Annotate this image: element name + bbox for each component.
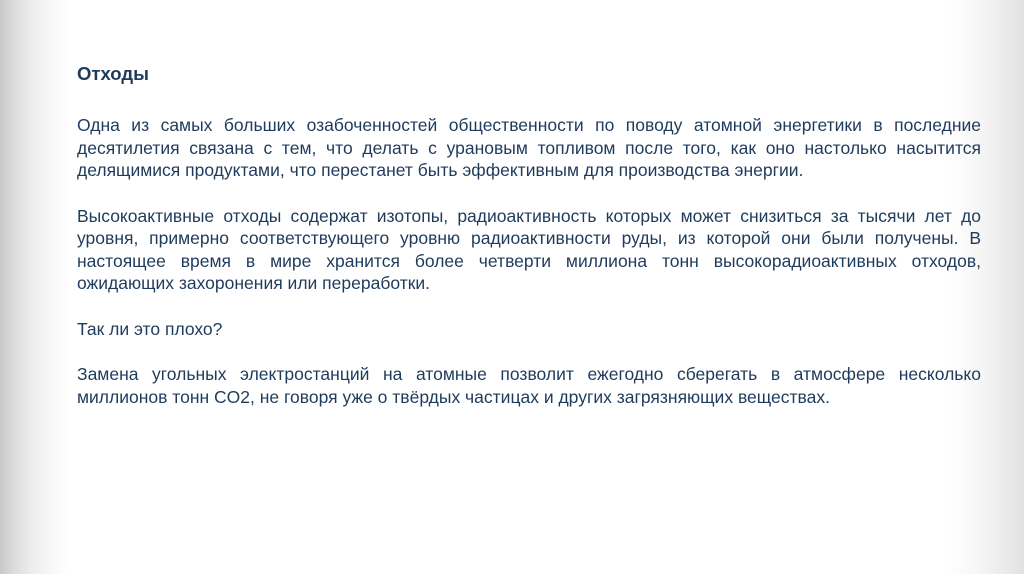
slide-content [77, 62, 981, 431]
slide-title: Отходы [77, 63, 149, 84]
paragraph-coal-replacement: Замена угольных электростанций на атомные позволит ежегодно сберегать в атмосфере несколько миллионов тонн CO2, не говоря уже о твёрдых частицах и других загрязняющих веществах. [77, 364, 981, 407]
paragraph-high-level-waste: Высокоактивные отходы содержат изотопы, радиоактивность которых может снизиться за тысячи лет до уровня, примерно соответствующего уровню радиоактивности руды, из которой они были получены. В настоящее время в мире хранится более четверти миллиона тонн высокорадиоактивных отходов, ожидающих захоронения или переработки. [77, 205, 981, 293]
paragraph-public-concern: Одна из самых больших озабоченностей общественности по поводу атомной энергетики в последние десятилетия связана с тем, что делать с урановым топливом после того, как оно настолько насытится делящимися продуктами, что перестанет быть эффективным для производства энергии. [77, 115, 981, 180]
paragraph-question: Так ли это плохо? [77, 318, 223, 339]
